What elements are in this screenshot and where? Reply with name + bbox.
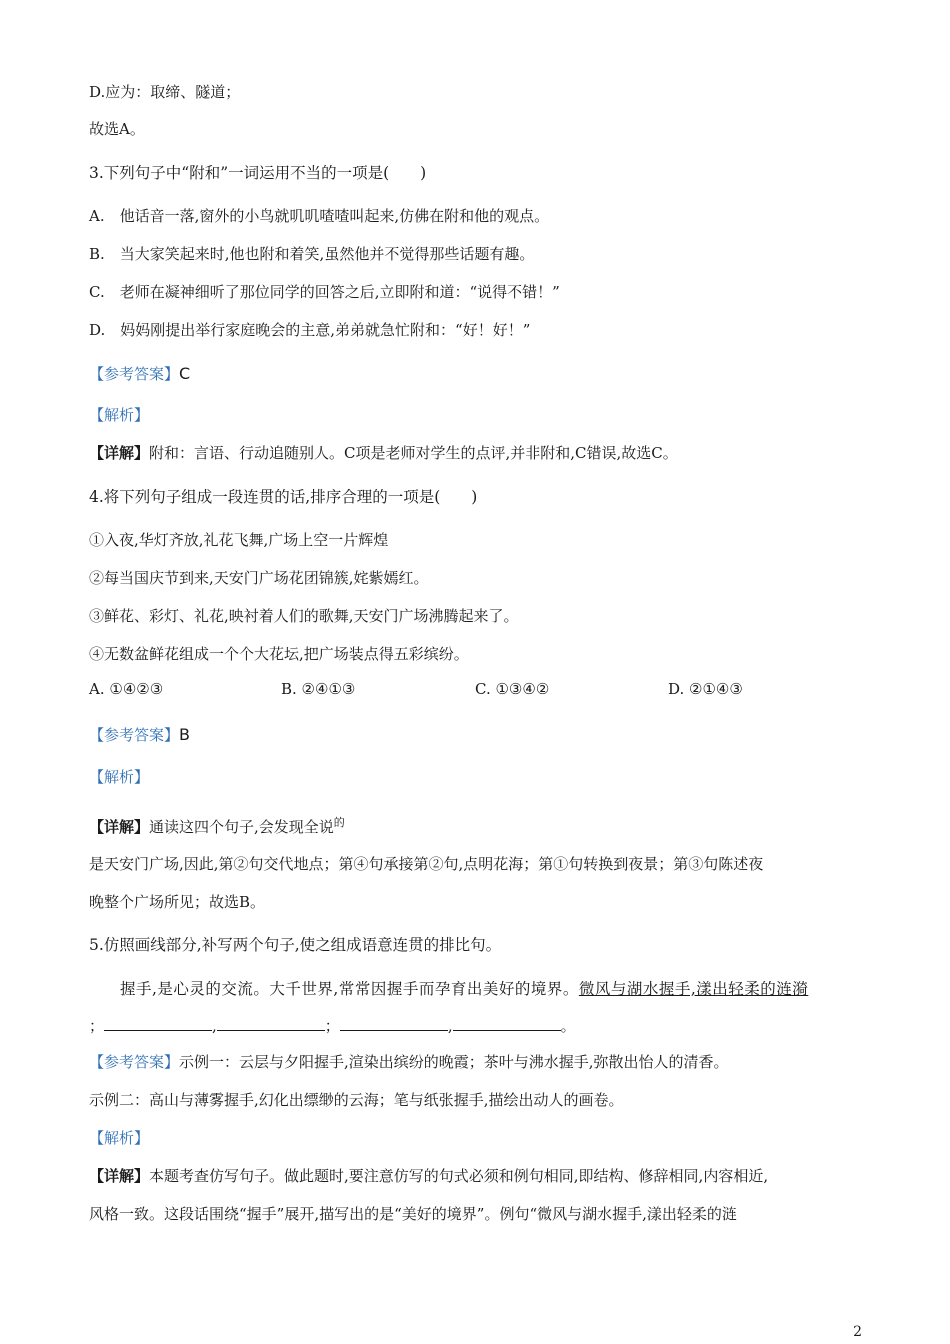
q2-conclusion: 故选A。 xyxy=(89,120,145,138)
q4-stem: 4.将下列句子组成一段连贯的话,排序合理的一项是( ) xyxy=(89,488,478,506)
q5-answer-tag: 【参考答案】 xyxy=(89,1053,180,1071)
q3-answer: C xyxy=(179,364,191,383)
q3-answer-row xyxy=(89,364,190,384)
q5-answer-1: 示例一：云层与夕阳握手,渲染出缤纷的晚霞；茶叶与沸水握手,弥散出怡人的清香。 xyxy=(179,1053,729,1071)
q5-comma-2: , xyxy=(447,1017,453,1035)
q4-sentence-3: ③鲜花、彩灯、礼花,映衬着人们的歌舞,天安门广场沸腾起来了。 xyxy=(89,607,519,625)
q3-option-d: D. 妈妈刚提出举行家庭晚会的主意,弟弟就急忙附和：“好！好！” xyxy=(89,321,531,339)
q5-detail-1: 本题考查仿写句子。做此题时,要注意仿写的句式必须和例句相同,即结构、修辞相同,内容相近, xyxy=(149,1167,769,1185)
q5-end: 。 xyxy=(560,1017,576,1035)
q5-blank-1[interactable] xyxy=(104,1016,212,1031)
q3-analysis-tag: 【解析】 xyxy=(89,406,150,424)
q5-sep-2: ； xyxy=(324,1017,340,1035)
q3-option-b: B. 当大家笑起来时,他也附和着笑,虽然他并不觉得那些话题有趣。 xyxy=(89,245,535,263)
q4-detail-sup: 的 xyxy=(333,816,345,829)
q5-analysis-tag: 【解析】 xyxy=(89,1129,150,1147)
q4-detail-1: 通读这四个句子,会发现全说 xyxy=(149,818,334,836)
q5-stem: 5.仿照画线部分,补写两个句子,使之组成语意连贯的排比句。 xyxy=(89,936,502,954)
q5-sep-1: ； xyxy=(89,1017,105,1035)
q3-option-c: C. 老师在凝神细听了那位同学的回答之后,立即附和道：“说得不错！” xyxy=(89,283,560,301)
q5-detail-tag: 【详解】 xyxy=(89,1167,150,1185)
q5-passage-plain: 握手,是心灵的交流。大千世界,常常因握手而孕育出美好的境界。 xyxy=(120,980,579,998)
q5-blank-4[interactable] xyxy=(453,1016,561,1031)
q3-stem: 3.下列句子中“附和”一词运用不当的一项是( ) xyxy=(89,164,427,182)
q3-detail: 附和：言语、行动追随别人。C项是老师对学生的点评,并非附和,C错误,故选C。 xyxy=(149,444,678,462)
q4-answer-tag: 【参考答案】 xyxy=(89,726,180,744)
q4-detail-3: 晚整个广场所见；故选B。 xyxy=(89,893,266,911)
q4-sentence-2: ②每当国庆节到来,天安门广场花团锦簇,姹紫嫣红。 xyxy=(89,569,429,587)
q3-detail-row xyxy=(89,443,678,463)
q4-detail-tag: 【详解】 xyxy=(89,818,150,836)
q4-analysis-tag: 【解析】 xyxy=(89,768,150,786)
q2-option-d: D.应为：取缔、隧道； xyxy=(89,83,241,101)
q4-answer: B xyxy=(179,725,190,744)
q5-passage-underlined: 微风与湖水握手,漾出轻柔的涟漪 xyxy=(578,980,809,998)
q5-comma-1: , xyxy=(212,1017,217,1035)
q4-option-b: B. ②④①③ xyxy=(281,680,356,698)
q4-option-c: C. ①③④② xyxy=(475,680,550,698)
q4-detail-row xyxy=(89,813,345,837)
q5-answer-row xyxy=(89,1052,729,1072)
q5-detail-2: 风格一致。这段话围绕“握手”展开,描写出的是“美好的境界”。例句“微风与湖水握手,漾出轻柔的涟 xyxy=(89,1205,737,1223)
q4-option-a: A. ①④②③ xyxy=(89,680,164,698)
q4-option-d: D. ②①④③ xyxy=(668,680,743,698)
q5-blank-3[interactable] xyxy=(340,1016,448,1031)
q3-answer-tag: 【参考答案】 xyxy=(89,365,180,383)
q5-blank-line xyxy=(89,1016,576,1036)
q4-answer-row xyxy=(89,725,190,745)
q4-sentence-4: ④无数盆鲜花组成一个个大花坛,把广场装点得五彩缤纷。 xyxy=(89,645,469,663)
q3-detail-tag: 【详解】 xyxy=(89,444,150,462)
q5-passage xyxy=(120,979,808,999)
q4-sentence-1: ①入夜,华灯齐放,礼花飞舞,广场上空一片辉煌 xyxy=(89,531,389,549)
q3-option-a: A. 他话音一落,窗外的小鸟就叽叽喳喳叫起来,仿佛在附和他的观点。 xyxy=(89,207,550,225)
q4-detail-2: 是天安门广场,因此,第②句交代地点；第④句承接第②句,点明花海；第①句转换到夜景；第③句陈述夜 xyxy=(89,855,764,873)
q5-blank-2[interactable] xyxy=(217,1016,325,1031)
q5-detail-row xyxy=(89,1166,768,1186)
q5-answer-2: 示例二：高山与薄雾握手,幻化出缥缈的云海；笔与纸张握手,描绘出动人的画卷。 xyxy=(89,1091,624,1109)
page-number: 2 xyxy=(853,1324,862,1340)
